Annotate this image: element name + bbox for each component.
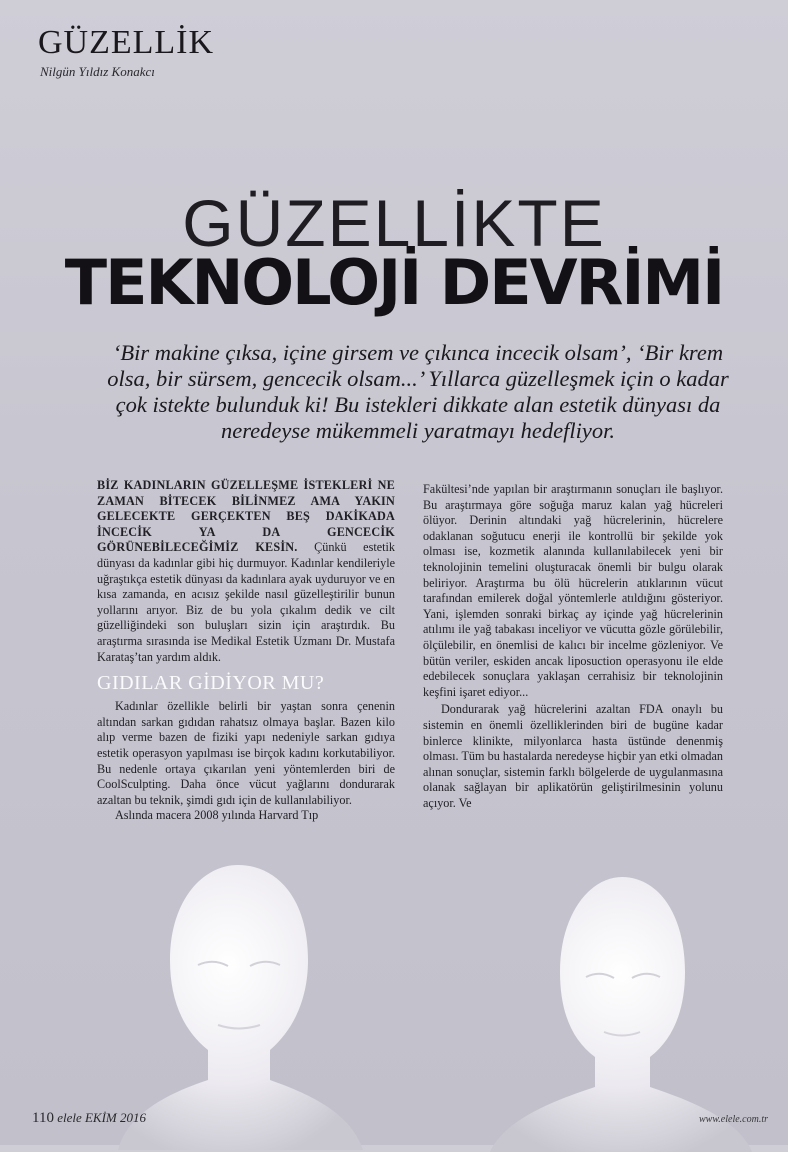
body-paragraph: Dondurarak yağ hücrelerini azaltan FDA onaylı bu sistemin en önemli özelliklerinden biri de bugüne kadar binlerce klinikte, milyonlarca hasta üstünde denenmiş olması. Tüm bu hastalarda neredeyse hiçbir yan etki olmadan alınan sonuçlar, sistemin farklı bölgelerde de uygulanmasına olanak sağlayan bir aplikatörün geliştirilmesinin yolunu açıyor. Ve (423, 702, 723, 810)
mannequin-head-left (88, 860, 388, 1150)
headline-line-1: GÜZELLİKTE (182, 186, 606, 260)
lead-paragraph: ‘Bir makine çıksa, içine girsem ve çıkınca incecik olsam’, ‘Bir krem olsa, bir sürsem, gencecik olsam...’ Yıllarca güzelleşmek için o kadar çok istekte bulunduk ki! Bu istekleri dikkate alan estetik dünyası da neredeyse mükemmeli yaratmayı hedefliyor. (107, 340, 729, 443)
body-paragraph: Kadınlar özellikle belirli bir yaştan sonra çenenin altından sarkan gıdıdan rahatsız olmaya başlar. Bazen kilo alıp verme bazen de fiziki yapı nedeniyle sarkan gıdıya estetik operasyon yapılması ise birçok kadını korkutabiliyor. Bu nedenle ortaya çıkarılan yeni yöntemlerden biri de CoolSculpting. Daha önce vücut yağlarını dondurarak azaltan bu teknik, şimdi gıdı için de kullanılabiliyor. (97, 699, 395, 807)
headline-line-2: TEKNOLOJİ DEVRİMİ (64, 246, 724, 319)
page-number: 110 (32, 1110, 54, 1126)
subheading: GIDILAR GİDİYOR MU? (97, 672, 325, 695)
page-footer (32, 1110, 146, 1127)
body-paragraph: Aslında macera 2008 yılında Harvard Tıp (115, 808, 319, 823)
intro-bold-text: BİZ KADINLARIN GÜZELLEŞME İSTEKLERİ NE ZAMAN BİTECEK BİLİNMEZ AMA YAKIN GELECEKTE GERÇEKTEN BEŞ DAKİKADA İNCECİK YA DA GENCECİK GÖRÜNEBİLECEĞİMİZ KESİN. (97, 478, 395, 555)
mannequin-head-right (470, 872, 770, 1152)
author-byline: Nilgün Yıldız Konakcı (40, 64, 155, 79)
intro-body-text: Çünkü estetik dünyası da kadınlar gibi hiç durmuyor. Kadınlar kendileriyle uğraştıkça estetik dünyası da kadınlara ayak uyduruyor ve en kısa zamanda, en acısız şekilde nasıl güzelleştirilir bunun yollarını arıyor. Biz de bu yola çıkalım dedik ve cilt güzelliğindeki son buluşları sizin için araştırdık. Bu araştırma sırasında ise Medikal Estetik Uzmanı Dr. Mustafa Karataş’tan yardım aldık. (97, 540, 395, 664)
body-paragraph: Fakültesi’nde yapılan bir araştırmanın sonuçları ile başlıyor. Bu araştırmaya göre soğuğa maruz kalan yağ hücreleri ölüyor. Derinin altındaki yağ hücrelerinin, hücrelere odaklanan soğutucu enerji ile kontrollü bir şekilde yok olması ise, kozmetik alanında kullanılabilecek yeni bir teknolojinin temelini oluşturacak önemli bir bulgu olarak beliriyor. Araştırma bu ölü hücrelerin atıklarının vücut tarafından emilerek doğal yöntemlerle atıldığını gösteriyor. Yani, işlemden sonraki birkaç ay içinde yağ hücrelerinin atılımı ile yağ tabakası inceliyor ve vücutta gözle görülebilir, ölçülebilir, en önemlisi de kalıcı bir incelme gözleniyor. Ve bütün veriler, eskiden ancak liposuction operasyonu ile elde edebilecek sonuçlara yaklaşan cerrahisiz bir teknolojinin keşfini işaret ediyor... (423, 482, 723, 699)
intro-paragraph (97, 478, 395, 665)
article-column-right (423, 482, 723, 811)
section-label: GÜZELLİK (38, 24, 215, 61)
website-url: www.elele.com.tr (699, 1114, 768, 1125)
article-column-left (97, 478, 395, 824)
magazine-issue: elele EKİM 2016 (57, 1110, 147, 1125)
